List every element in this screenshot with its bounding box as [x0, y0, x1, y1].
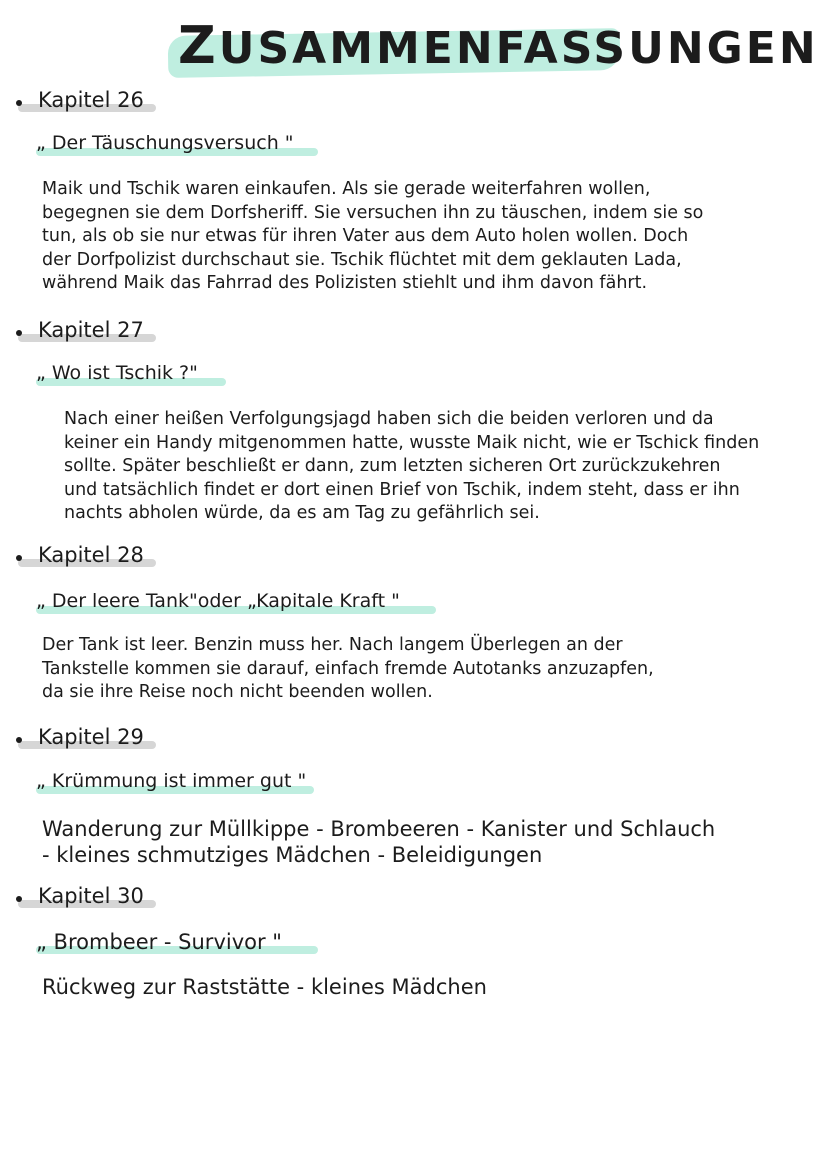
summary-line: Der Tank ist leer. Benzin muss her. Nach langem Überlegen an der [42, 635, 623, 655]
summary-line: der Dorfpolizist durchschaut sie. Tschik flüchtet mit dem geklauten Lada, [42, 249, 682, 270]
page-title: ZUSAMMENFASSUNGEN [178, 16, 819, 76]
summary-line: begegnen sie dem Dorfsheriff. Sie versuchen ihn zu täuschen, indem sie so [42, 202, 704, 223]
chapter-summary-28 [42, 634, 654, 705]
bullet-dot [16, 737, 22, 743]
bullet-dot [16, 555, 22, 561]
subtitle-text: „ Der Täuschungsversuch " [36, 132, 294, 154]
summary-line: nachts abholen würde, da es am Tag zu gefährlich sei. [64, 503, 540, 523]
bullet-dot [16, 330, 22, 336]
chapter-subtitle-27 [36, 362, 198, 384]
chapter-label: Kapitel 28 [38, 543, 144, 567]
bullet-dot [16, 100, 22, 106]
subtitle-text: „ Brombeer - Survivor " [36, 930, 282, 954]
chapter-label: Kapitel 29 [38, 725, 144, 749]
chapter-label: Kapitel 26 [38, 88, 144, 112]
summary-line: da sie ihre Reise noch nicht beenden wollen. [42, 682, 433, 702]
summary-line: während Maik das Fahrrad des Polizisten stiehlt und ihm davon fährt. [42, 273, 648, 293]
subtitle-text: „ Wo ist Tschik ?" [36, 362, 198, 384]
title-block [168, 14, 819, 78]
summary-line: - kleines schmutziges Mädchen - Beleidigungen [42, 843, 543, 867]
summary-line: keiner ein Handy mitgenommen hatte, wusste Maik nicht, wie er Tschick finden [64, 432, 760, 453]
subtitle-text: „ Krümmung ist immer gut " [36, 770, 307, 792]
summary-line: und tatsächlich findet er dort einen Brief von Tschik, indem steht, dass er ihn [64, 479, 740, 500]
bullet-dot [16, 896, 22, 902]
chapter-summary-26 [42, 178, 703, 296]
chapter-subtitle-30 [36, 930, 282, 954]
chapter-summary-29 [42, 816, 715, 868]
chapter-label: Kapitel 27 [38, 318, 144, 342]
summary-line: Wanderung zur Müllkippe - Brombeeren - Kanister und Schlauch [42, 817, 716, 841]
chapter-summary-30 [42, 974, 487, 1000]
chapter-label: Kapitel 30 [38, 884, 144, 908]
summary-line: Maik und Tschik waren einkaufen. Als sie gerade weiterfahren wollen, [42, 179, 651, 199]
summary-line: Nach einer heißen Verfolgungsjagd haben sich die beiden verloren und da [64, 409, 714, 429]
subtitle-text: „ Der leere Tank"oder „Kapitale Kraft " [36, 590, 400, 612]
chapter-subtitle-28 [36, 590, 400, 612]
summary-line: Rückweg zur Raststätte - kleines Mädchen [42, 975, 487, 999]
chapter-subtitle-26 [36, 132, 294, 154]
summary-line: sollte. Später beschließt er dann, zum letzten sicheren Ort zurückzukehren [64, 456, 721, 476]
chapter-subtitle-29 [36, 770, 306, 792]
summary-line: tun, als ob sie nur etwas für ihren Vater aus dem Auto holen wollen. Doch [42, 226, 689, 246]
chapter-summary-27 [64, 408, 759, 526]
summary-line: Tankstelle kommen sie darauf, einfach fremde Autotanks anzuzapfen, [42, 658, 654, 679]
